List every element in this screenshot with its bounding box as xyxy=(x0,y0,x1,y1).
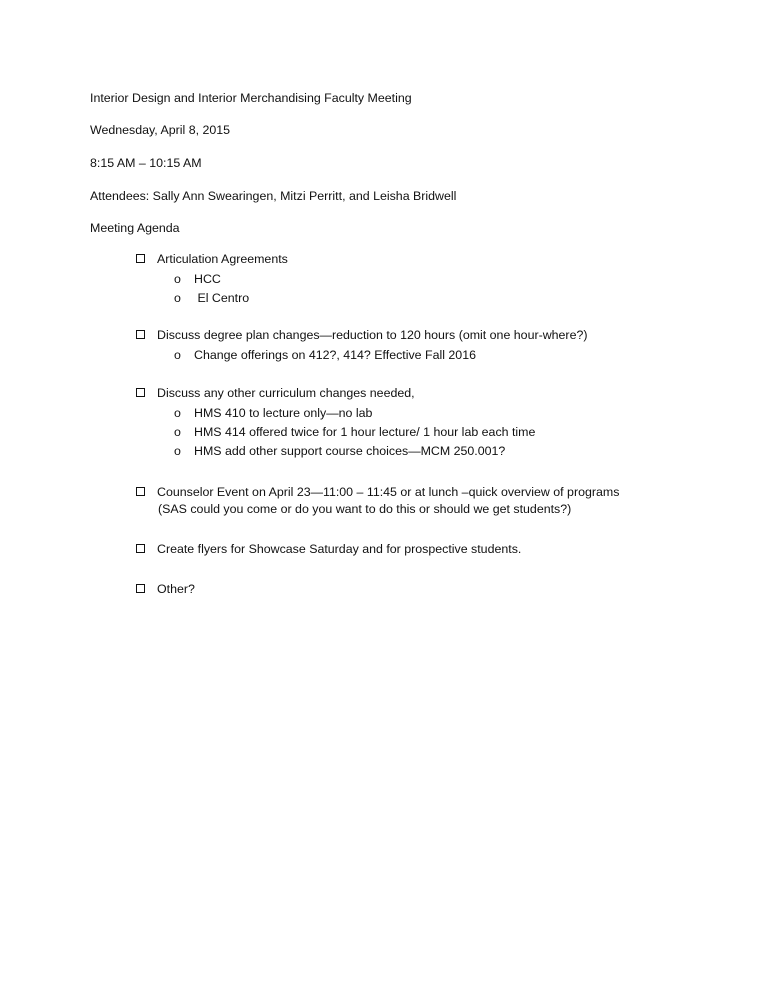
sub-item-hcc: o HCC xyxy=(174,272,221,286)
sub-item-el-centro: o El Centro xyxy=(174,291,250,305)
checkbox-icon xyxy=(136,254,145,263)
agenda-item-text: Discuss degree plan changes—reduction to 120 hours (omit one hour-where?) xyxy=(157,328,588,342)
sub-item-hms-410: o HMS 410 to lecture only—no lab xyxy=(174,406,373,420)
agenda-item-curriculum xyxy=(136,385,696,458)
agenda-item-counselor-event xyxy=(136,484,696,518)
checkbox-icon xyxy=(136,330,145,339)
checkbox-icon xyxy=(136,584,145,593)
agenda-item-degree-plan xyxy=(136,327,696,362)
meeting-time: 8:15 AM – 10:15 AM xyxy=(90,156,202,170)
checkbox-icon xyxy=(136,388,145,397)
agenda-item-text: Discuss any other curriculum changes needed, xyxy=(157,386,415,400)
sub-item-hms-414: o HMS 414 offered twice for 1 hour lecture/ 1 hour lab each time xyxy=(174,425,536,439)
bullet-icon: o xyxy=(174,425,181,439)
meeting-date: Wednesday, April 8, 2015 xyxy=(90,123,231,137)
agenda-item-other xyxy=(136,581,696,597)
agenda-item-text: Articulation Agreements xyxy=(157,252,288,266)
agenda-item-articulation xyxy=(136,251,696,305)
attendees-line: Attendees: Sally Ann Swearingen, Mitzi Perritt, and Leisha Bridwell xyxy=(90,189,457,203)
bullet-icon: o xyxy=(174,291,181,305)
sub-item-hms-support: o HMS add other support course choices—MCM 250.001? xyxy=(174,444,506,458)
agenda-heading: Meeting Agenda xyxy=(90,221,180,235)
checkbox-icon xyxy=(136,544,145,553)
agenda-item-continuation: (SAS could you come or do you want to do this or should we get students?) xyxy=(158,502,572,516)
bullet-icon: o xyxy=(174,406,181,420)
agenda-item-text: Create flyers for Showcase Saturday and for prospective students. xyxy=(157,542,522,556)
agenda-item-text: Other? xyxy=(157,582,195,596)
bullet-icon: o xyxy=(174,444,181,458)
meeting-title: Interior Design and Interior Merchandising Faculty Meeting xyxy=(90,91,412,105)
agenda-item-flyers xyxy=(136,541,696,557)
bullet-icon: o xyxy=(174,272,181,286)
bullet-icon: o xyxy=(174,348,181,362)
checkbox-icon xyxy=(136,487,145,496)
sub-item-change-offerings: o Change offerings on 412?, 414? Effective Fall 2016 xyxy=(174,348,476,362)
agenda-item-text: Counselor Event on April 23—11:00 – 11:45 or at lunch –quick overview of programs xyxy=(157,485,620,499)
